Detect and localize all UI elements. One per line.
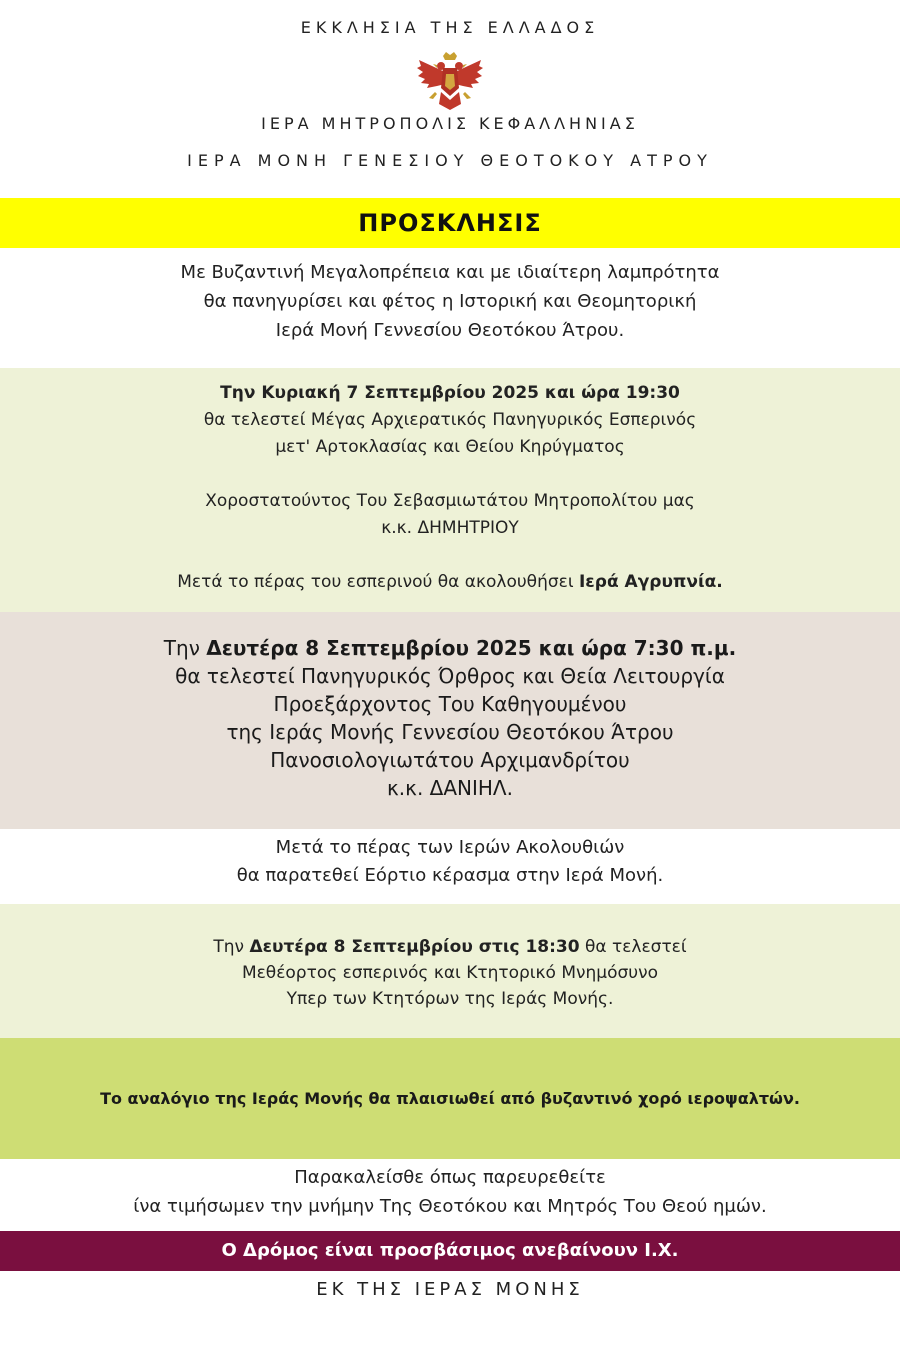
evening-line-3: Υπερ των Κτητόρων της Ιεράς Μονής.	[286, 989, 614, 1009]
metropolis-name: ΙΕΡΑ ΜΗΤΡΟΠΟΛΙΣ ΚΕΦΑΛΛΗΝΙΑΣ	[261, 114, 639, 133]
intro-line-1: Με Βυζαντινή Μεγαλοπρέπεια και με ιδιαίτερη λαμπρότητα	[180, 262, 720, 283]
evening-prefix: Την	[213, 937, 245, 957]
sunday-line-2: μετ' Αρτοκλασίας και Θείου Κηρύγματος	[275, 437, 625, 457]
monday-line-1: θα τελεστεί Πανηγυρικός Όρθρος και Θεία Λειτουργία	[175, 664, 725, 688]
please-line-2: ίνα τιμήσωμεν την μνήμην Της Θεοτόκου και Μητρός Του Θεού ημών.	[133, 1196, 767, 1217]
invitation-title-bar	[0, 198, 900, 248]
monday-evening-section	[0, 904, 900, 1038]
evening-suffix: θα τελεστεί	[584, 937, 687, 957]
sunday-heading: Την Κυριακή 7 Σεπτεμβρίου 2025 και ώρα 19:30	[220, 383, 680, 403]
church-name: ΕΚΚΛΗΣΙΑ ΤΗΣ ΕΛΛΑΔΟΣ	[300, 18, 600, 37]
intro-line-3: Ιερά Μονή Γεννεσίου Θεοτόκου Άτρου.	[275, 320, 625, 341]
intro-line-2: θα πανηγυρίσει και φέτος η Ιστορική και Θεομητορική	[203, 291, 697, 312]
monday-heading-prefix: Την	[163, 636, 200, 660]
church-header	[0, 18, 900, 37]
please-line-1: Παρακαλείσθε όπως παρευρεθείτε	[294, 1167, 606, 1188]
evening-heading	[0, 934, 900, 960]
monastery-header	[0, 151, 900, 170]
monday-heading	[0, 634, 900, 662]
double-headed-eagle-icon	[415, 52, 485, 112]
monday-liturgy-section	[0, 612, 900, 829]
monastery-name: ΙΕΡΑ ΜΟΝΗ ΓΕΝΕΣΙΟΥ ΘΕΟΤΟΚΟΥ ΑΤΡΟΥ	[187, 151, 713, 170]
footer-text: ΕΚ ΤΗΣ ΙΕΡΑΣ ΜΟΝΗΣ	[316, 1279, 584, 1300]
after-line-1: Μετά το πέρας των Ιερών Ακολουθιών	[275, 837, 625, 858]
sunday-line-1: θα τελεστεί Μέγας Αρχιερατικός Πανηγυρικός Εσπερινός	[203, 410, 697, 430]
invitation-title: ΠΡΟΣΚΛΗΣΙΣ	[358, 209, 542, 237]
monday-heading-bold: Δευτέρα 8 Σεπτεμβρίου 2025 και ώρα 7:30 π.μ.	[206, 636, 737, 660]
vigil-line	[0, 569, 900, 596]
vigil-prefix: Μετά το πέρας του εσπερινού θα ακολουθήσει	[177, 572, 574, 592]
sunday-line-4: κ.κ. ΔΗΜΗΤΡΙΟΥ	[381, 518, 519, 538]
road-access-text: Ο Δρόμος είναι προσβάσιμος ανεβαίνουν Ι.Χ.	[221, 1240, 679, 1261]
chanters-section	[0, 1038, 900, 1159]
after-services-text	[0, 834, 900, 890]
after-line-2: θα παρατεθεί Εόρτιο κέρασμα στην Ιερά Μονή.	[236, 865, 664, 886]
sunday-line-3: Χοροστατούντος Του Σεβασμιωτάτου Μητροπολίτου μας	[205, 491, 695, 511]
monday-line-5: κ.κ. ΔΑΝΙΗΛ.	[387, 776, 513, 800]
metropolis-header	[0, 114, 900, 133]
monday-line-4: Πανοσιολογιωτάτου Αρχιμανδρίτου	[270, 748, 630, 772]
evening-bold: Δευτέρα 8 Σεπτεμβρίου στις 18:30	[249, 937, 580, 957]
footer-signature	[0, 1279, 900, 1300]
monday-line-3: της Ιεράς Μονής Γεννεσίου Θεοτόκου Άτρου	[226, 720, 674, 744]
vigil-bold: Ιερά Αγρυπνία.	[578, 572, 723, 592]
road-access-bar	[0, 1231, 900, 1271]
please-attend-text	[0, 1163, 900, 1221]
monday-line-2: Προεξάρχοντος Του Καθηγουμένου	[273, 692, 627, 716]
chanters-text: Το αναλόγιο της Ιεράς Μονής θα πλαισιωθεί από βυζαντινό χορό ιεροψαλτών.	[100, 1089, 800, 1108]
intro-text	[0, 258, 900, 345]
sunday-vespers-section	[0, 368, 900, 612]
evening-line-2: Μεθέορτος εσπερινός και Κτητορικό Μνημόσυνο	[241, 963, 659, 983]
